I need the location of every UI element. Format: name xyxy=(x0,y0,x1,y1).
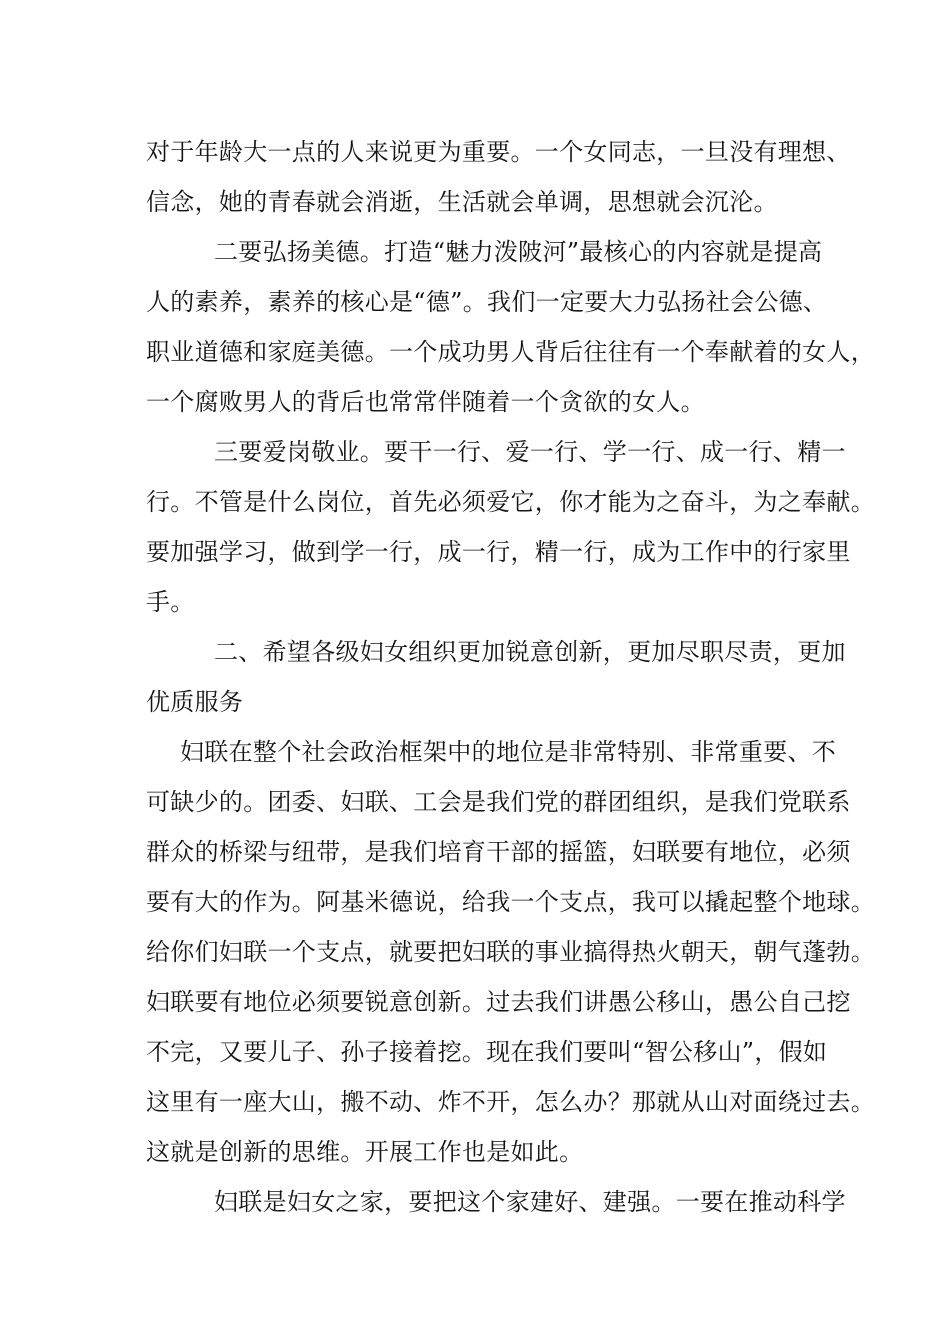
text-line: 可缺少的。团委、妇联、工会是我们党的群团组织，是我们党联系 xyxy=(146,788,851,816)
text-line: 要加强学习，做到学一行，成一行，精一行，成为工作中的行家里 xyxy=(146,538,851,566)
text-line: 这就是创新的思维。开展工作也是如此。 xyxy=(146,1138,584,1166)
text-line: 群众的桥梁与纽带，是我们培育干部的摇篮，妇联要有地位，必须 xyxy=(146,838,851,866)
paragraph-start: 妇联是妇女之家，要把这个家建好、建强。一要在推动科学 xyxy=(214,1188,846,1216)
paragraph-start: 二要弘扬美德。打造“魅力泼陂河”最核心的内容就是提高 xyxy=(214,238,823,266)
text-line: 职业道德和家庭美德。一个成功男人背后往往有一个奉献着的女人， xyxy=(146,338,875,366)
text-line: 妇联要有地位必须要锐意创新。过去我们讲愚公移山，愚公自己挖 xyxy=(146,988,851,1016)
text-line: 信念，她的青春就会消逝，生活就会单调，思想就会沉沦。 xyxy=(146,188,778,216)
text-line: 一个腐败男人的背后也常常伴随着一个贪欲的女人。 xyxy=(146,388,705,416)
section-heading-continuation: 优质服务 xyxy=(146,688,244,716)
section-heading: 二、希望各级妇女组织更加锐意创新，更加尽职尽责，更加 xyxy=(214,638,846,666)
text-line: 人的素养，素养的核心是“德”。我们一定要大力弘扬社会公德、 xyxy=(146,288,828,316)
text-line: 要有大的作为。阿基米德说，给我一个支点，我可以撬起整个地球。 xyxy=(146,888,875,916)
text-line: 手。 xyxy=(146,588,195,616)
paragraph-start: 妇联在整个社会政治框架中的地位是非常特别、非常重要、不 xyxy=(180,738,837,766)
text-line: 这里有一座大山，搬不动、炸不开，怎么办？那就从山对面绕过去。 xyxy=(146,1088,875,1116)
text-line: 不完，又要儿子、孙子接着挖。现在我们要叫“智公移山”，假如 xyxy=(146,1038,828,1066)
paragraph-start: 三要爱岗敬业。要干一行、爱一行、学一行、成一行、精一 xyxy=(214,438,846,466)
text-line: 对于年龄大一点的人来说更为重要。一个女同志，一旦没有理想、 xyxy=(146,138,851,166)
text-line: 行。不管是什么岗位，首先必须爱它，你才能为之奋斗，为之奉献。 xyxy=(146,488,875,516)
text-line: 给你们妇联一个支点，就要把妇联的事业搞得热火朝天，朝气蓬勃。 xyxy=(146,938,875,966)
